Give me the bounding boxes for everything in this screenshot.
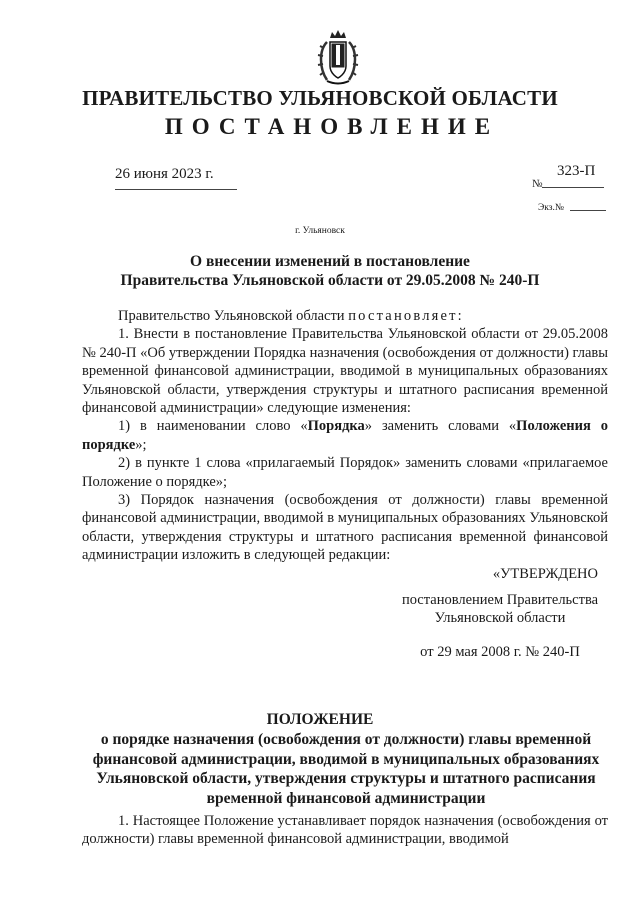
item-1: 1. Внести в постановление Правительства Ульяновской области от 29.05.2008 № 240-П «Об утверждении Порядка назначения (освобождения от должности) главы временной финансовой администрации, вводимой в муниципальных образованиях Ульяновской области, утверждения структуры и штатного расписания временной финансовой администрации» следующие изменения: <box>82 326 608 417</box>
number-label: № <box>532 178 543 190</box>
approved-stamp: «УТВЕРЖДЕНО <box>492 565 598 582</box>
decree-date: 26 июня 2023 г. <box>115 166 214 182</box>
approval-date: от 29 мая 2008 г. № 240-П <box>420 644 580 660</box>
decree-subject <box>70 252 590 290</box>
position-subtitle <box>78 730 614 808</box>
sub-item-3: 3) Порядок назначения (освобождения от должности) главы временной финансовой администрации, вводимой в муниципальных образованиях Ульяновской области, утверждения структуры и штатного расписания временной финансовой администрации изложить в следующей редакции: <box>82 492 608 564</box>
subject-line-1: О внесении изменений в постановление <box>190 253 470 270</box>
document-type-title: ПОСТАНОВЛЕНИЕ <box>164 114 500 139</box>
sub-item-2: 2) в пункте 1 слова «прилагаемый Порядок» заменить словами «прилагаемое Положение о порядке»; <box>82 455 608 490</box>
date-underline <box>115 189 237 190</box>
preamble-spaced-word: постановляет: <box>348 308 464 324</box>
position-line-1: о порядке назначения (освобождения от должности) главы временной <box>100 731 592 748</box>
number-underline <box>542 187 604 188</box>
words-polozheniya: Положения о порядке <box>82 418 608 453</box>
word-poryadka: Порядка <box>307 418 365 435</box>
position-body <box>82 812 608 849</box>
coat-of-arms-icon <box>313 28 363 88</box>
decree-number: 323-П <box>557 163 596 179</box>
government-title: ПРАВИТЕЛЬСТВО УЛЬЯНОВСКОЙ ОБЛАСТИ <box>82 86 558 110</box>
approval-line-1: постановлением Правительства <box>401 592 599 608</box>
position-title: ПОЛОЖЕНИЕ <box>266 711 374 728</box>
approval-block <box>380 591 620 627</box>
approval-line-2: Ульяновской области <box>434 610 566 626</box>
copy-number-label: Экз.№ <box>538 203 564 213</box>
position-line-2: финансовой администрации, вводимой в муниципальных образованиях <box>92 750 600 768</box>
decree-body <box>82 307 608 583</box>
subject-line-2: Правительства Ульяновской области от 29.05.2008 № 240-П <box>120 272 540 289</box>
copy-number-underline <box>570 210 606 211</box>
position-line-3: Ульяновской области, утверждения структуры и штатного расписания <box>96 770 596 787</box>
city: г. Ульяновск <box>295 226 345 236</box>
preamble: Правительство Ульяновской области постановляет: <box>118 308 464 324</box>
position-paragraph-1: 1. Настоящее Положение устанавливает порядок назначения (освобождения от должности) главы временной финансовой администрации, вводимой <box>82 813 608 848</box>
position-line-4: временной финансовой администрации <box>206 789 486 807</box>
sub-item-1: 1) в наименовании слово «Порядка» заменить словами «Положения о порядке»; <box>82 418 608 453</box>
